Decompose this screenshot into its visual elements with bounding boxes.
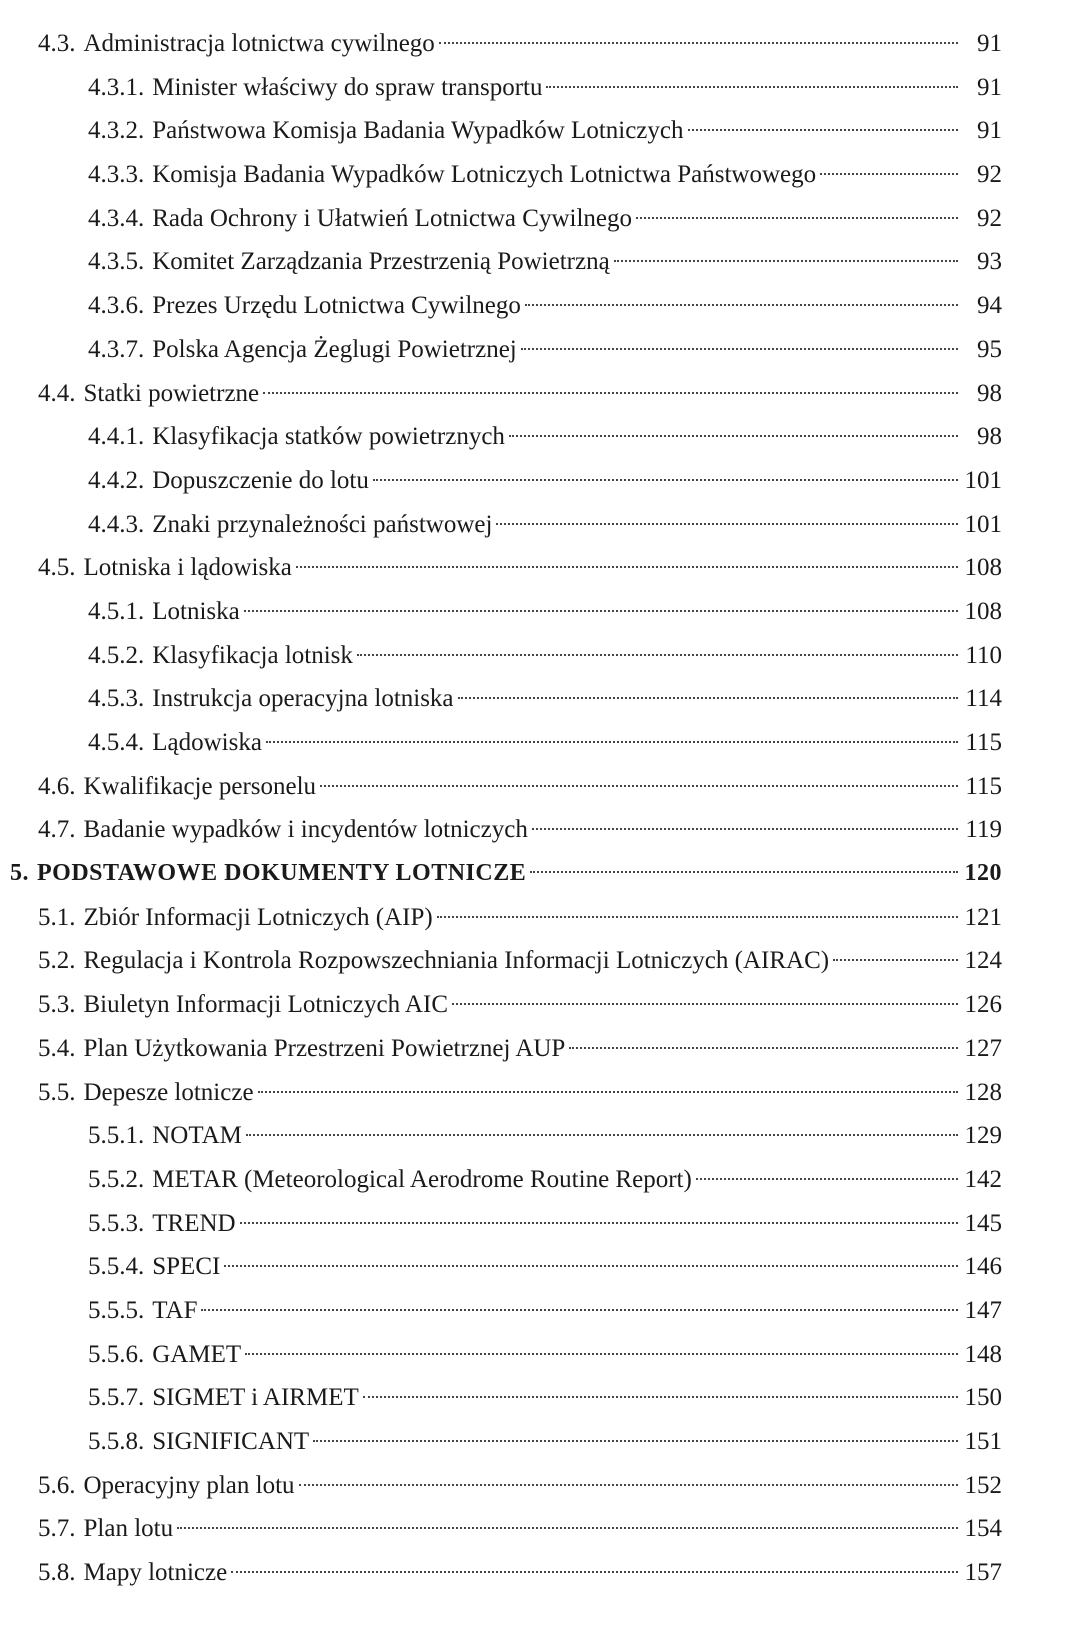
toc-entry-title: Polska Agencja Żeglugi Powietrznej bbox=[152, 335, 517, 363]
dot-leader bbox=[452, 1003, 958, 1005]
dot-leader bbox=[688, 129, 959, 131]
dot-leader bbox=[313, 1440, 958, 1442]
toc-entry-number: 4.3.1. bbox=[88, 73, 145, 101]
toc-entry-page-number: 101 bbox=[964, 510, 1002, 538]
dot-leader bbox=[201, 1309, 958, 1311]
toc-entry-title: Badanie wypadków i incydentów lotniczych bbox=[83, 816, 528, 844]
toc-entry bbox=[0, 983, 1084, 1027]
toc-entry bbox=[0, 677, 1084, 721]
toc-entry bbox=[0, 721, 1084, 765]
toc-entry bbox=[0, 240, 1084, 284]
toc-entry bbox=[0, 1202, 1084, 1246]
toc-entry-page-number: 150 bbox=[964, 1384, 1002, 1412]
toc-entry-page-number: 95 bbox=[977, 335, 1002, 363]
toc-entry bbox=[0, 1551, 1084, 1595]
toc-entry-page-number: 98 bbox=[977, 423, 1002, 451]
dot-leader bbox=[833, 959, 958, 961]
toc-entry-number: 4.4. bbox=[38, 379, 76, 407]
toc-entry bbox=[0, 22, 1084, 66]
toc-entry-page-number: 114 bbox=[965, 685, 1002, 713]
toc-entry-page-number: 142 bbox=[964, 1165, 1002, 1193]
toc-entry-number: 4.3.2. bbox=[88, 117, 145, 145]
toc-entry-title: Komitet Zarządzania Przestrzenią Powietrzną bbox=[152, 248, 610, 276]
toc-entry-number: 4.5.1. bbox=[88, 597, 145, 625]
toc-entry-page-number: 148 bbox=[964, 1340, 1002, 1368]
toc-entry-title: Instrukcja operacyjna lotniska bbox=[152, 685, 454, 713]
toc-entry-title: Klasyfikacja statków powietrznych bbox=[152, 423, 505, 451]
toc-entry-page-number: 129 bbox=[964, 1122, 1002, 1150]
dot-leader bbox=[496, 523, 958, 525]
toc-entry-page-number: 93 bbox=[977, 248, 1002, 276]
toc-entry-title: SIGMET i AIRMET bbox=[152, 1384, 359, 1412]
toc-entry-page-number: 91 bbox=[977, 117, 1002, 145]
toc-entry-title: Lotniska i lądowiska bbox=[83, 554, 292, 582]
dot-leader bbox=[569, 1047, 958, 1049]
toc-entry bbox=[0, 328, 1084, 372]
toc-entry-title: PODSTAWOWE DOKUMENTY LOTNICZE bbox=[37, 860, 527, 887]
toc-entry-page-number: 91 bbox=[977, 73, 1002, 101]
dot-leader bbox=[530, 871, 958, 873]
dot-leader bbox=[258, 1091, 958, 1093]
dot-leader bbox=[240, 1222, 958, 1224]
toc-entry-number: 5.2. bbox=[38, 947, 76, 975]
table-of-contents bbox=[0, 22, 1084, 1595]
toc-entry-title: SPECI bbox=[152, 1253, 221, 1281]
toc-entry bbox=[0, 1289, 1084, 1333]
toc-entry-title: Państwowa Komisja Badania Wypadków Lotniczych bbox=[152, 117, 684, 145]
toc-entry-page-number: 98 bbox=[977, 379, 1002, 407]
toc-entry-page-number: 128 bbox=[964, 1078, 1002, 1106]
dot-leader bbox=[177, 1527, 958, 1529]
dot-leader bbox=[373, 479, 958, 481]
toc-entry-page-number: 124 bbox=[964, 947, 1002, 975]
toc-entry bbox=[0, 852, 1084, 896]
toc-entry-number: 4.5.2. bbox=[88, 641, 145, 669]
toc-entry-title: Lądowiska bbox=[152, 729, 262, 756]
toc-entry-page-number: 120 bbox=[964, 860, 1002, 887]
toc-entry-number: 4.4.2. bbox=[88, 466, 145, 494]
toc-entry-number: 4.3.6. bbox=[88, 292, 145, 320]
toc-entry-number: 5.1. bbox=[38, 903, 76, 931]
toc-entry-number: 5. bbox=[10, 860, 29, 887]
toc-entry-number: 4.5. bbox=[38, 554, 76, 582]
toc-entry-title: Plan Użytkowania Przestrzeni Powietrznej AUP bbox=[83, 1034, 566, 1062]
dot-leader bbox=[521, 348, 958, 350]
dot-leader bbox=[266, 741, 958, 743]
toc-entry-page-number: 108 bbox=[964, 597, 1002, 625]
toc-entry bbox=[0, 1333, 1084, 1377]
toc-entry-number: 5.3. bbox=[38, 991, 76, 1019]
toc-entry-number: 4.5.3. bbox=[88, 685, 145, 713]
toc-entry-number: 4.4.3. bbox=[88, 510, 145, 538]
toc-entry-page-number: 110 bbox=[965, 641, 1002, 669]
toc-entry bbox=[0, 1071, 1084, 1115]
toc-entry-number: 4.6. bbox=[38, 772, 76, 800]
toc-entry-number: 5.8. bbox=[38, 1559, 76, 1587]
toc-entry-title: Prezes Urzędu Lotnictwa Cywilnego bbox=[152, 292, 521, 320]
toc-entry bbox=[0, 284, 1084, 328]
dot-leader bbox=[320, 785, 958, 787]
dot-leader bbox=[299, 1484, 958, 1486]
toc-entry bbox=[0, 153, 1084, 197]
toc-entry bbox=[0, 109, 1084, 153]
toc-entry-title: Komisja Badania Wypadków Lotniczych Lotnictwa Państwowego bbox=[152, 161, 817, 189]
toc-entry-title: Operacyjny plan lotu bbox=[83, 1471, 295, 1499]
toc-entry-page-number: 127 bbox=[964, 1034, 1002, 1062]
toc-entry bbox=[0, 765, 1084, 809]
toc-entry-number: 5.5.4. bbox=[88, 1253, 145, 1281]
toc-entry-title: Dopuszczenie do lotu bbox=[152, 466, 369, 494]
toc-entry-page-number: 94 bbox=[977, 292, 1002, 320]
toc-entry-number: 5.5.8. bbox=[88, 1428, 145, 1455]
toc-entry-number: 5.5.2. bbox=[88, 1165, 145, 1193]
toc-entry bbox=[0, 1114, 1084, 1158]
toc-entry-page-number: 157 bbox=[964, 1559, 1002, 1587]
toc-entry bbox=[0, 896, 1084, 940]
toc-entry bbox=[0, 546, 1084, 590]
toc-entry-page-number: 115 bbox=[965, 772, 1002, 800]
toc-entry-number: 5.5.5. bbox=[88, 1296, 145, 1324]
toc-entry-number: 4.3.3. bbox=[88, 161, 145, 189]
toc-entry-title: METAR (Meteorological Aerodrome Routine Report) bbox=[152, 1165, 692, 1193]
toc-entry-page-number: 92 bbox=[977, 204, 1002, 232]
toc-entry-title: Statki powietrzne bbox=[83, 379, 260, 407]
toc-entry-title: Minister właściwy do spraw transportu bbox=[152, 73, 543, 101]
dot-leader bbox=[246, 1134, 958, 1136]
toc-entry-page-number: 145 bbox=[964, 1209, 1002, 1237]
toc-entry-number: 5.5. bbox=[38, 1078, 76, 1106]
toc-entry bbox=[0, 415, 1084, 459]
toc-entry-number: 5.7. bbox=[38, 1515, 76, 1543]
toc-entry-page-number: 154 bbox=[964, 1515, 1002, 1543]
toc-entry bbox=[0, 939, 1084, 983]
toc-entry-title: TAF bbox=[152, 1296, 198, 1324]
toc-entry-number: 5.5.7. bbox=[88, 1384, 145, 1412]
toc-entry bbox=[0, 459, 1084, 503]
toc-entry-title: GAMET bbox=[152, 1340, 242, 1368]
toc-entry-title: Rada Ochrony i Ułatwień Lotnictwa Cywilnego bbox=[152, 204, 632, 232]
toc-entry bbox=[0, 1420, 1084, 1464]
toc-entry-number: 4.3.7. bbox=[88, 335, 145, 363]
toc-entry-title: NOTAM bbox=[152, 1122, 242, 1150]
toc-entry-number: 5.6. bbox=[38, 1471, 76, 1499]
toc-entry-title: Biuletyn Informacji Lotniczych AIC bbox=[83, 991, 448, 1019]
toc-entry-page-number: 119 bbox=[965, 816, 1002, 844]
toc-entry-title: TREND bbox=[152, 1209, 236, 1237]
toc-entry bbox=[0, 634, 1084, 678]
dot-leader bbox=[532, 828, 958, 830]
toc-entry bbox=[0, 66, 1084, 110]
toc-entry bbox=[0, 1464, 1084, 1508]
toc-entry bbox=[0, 1376, 1084, 1420]
dot-leader bbox=[439, 42, 958, 44]
toc-entry-number: 4.5.4. bbox=[88, 729, 145, 756]
toc-entry-page-number: 115 bbox=[965, 729, 1002, 756]
toc-entry-number: 5.4. bbox=[38, 1034, 76, 1062]
dot-leader bbox=[231, 1571, 958, 1573]
toc-entry-title: Depesze lotnicze bbox=[83, 1078, 254, 1106]
toc-entry bbox=[0, 1158, 1084, 1202]
dot-leader bbox=[636, 217, 958, 219]
dot-leader bbox=[458, 697, 958, 699]
dot-leader bbox=[614, 260, 958, 262]
toc-entry bbox=[0, 503, 1084, 547]
toc-entry-page-number: 151 bbox=[964, 1428, 1002, 1455]
toc-entry-page-number: 91 bbox=[977, 30, 1002, 57]
toc-entry-title: Lotniska bbox=[152, 597, 240, 625]
dot-leader bbox=[437, 916, 958, 918]
toc-entry-page-number: 101 bbox=[964, 466, 1002, 494]
toc-entry bbox=[0, 590, 1084, 634]
dot-leader bbox=[244, 610, 958, 612]
toc-entry bbox=[0, 808, 1084, 852]
dot-leader bbox=[296, 566, 958, 568]
dot-leader bbox=[509, 435, 958, 437]
toc-entry-number: 4.3. bbox=[38, 30, 76, 57]
toc-entry-number: 5.5.1. bbox=[88, 1122, 145, 1150]
toc-entry bbox=[0, 1027, 1084, 1071]
toc-entry-page-number: 108 bbox=[964, 554, 1002, 582]
toc-entry-page-number: 152 bbox=[964, 1471, 1002, 1499]
dot-leader bbox=[245, 1353, 958, 1355]
dot-leader bbox=[224, 1265, 958, 1267]
toc-entry-title: Kwalifikacje personelu bbox=[83, 772, 317, 800]
toc-entry-page-number: 92 bbox=[977, 161, 1002, 189]
dot-leader bbox=[357, 654, 958, 656]
toc-entry-number: 5.5.6. bbox=[88, 1340, 145, 1368]
dot-leader bbox=[696, 1178, 958, 1180]
toc-entry-title: Plan lotu bbox=[83, 1515, 174, 1543]
toc-entry-number: 4.7. bbox=[38, 816, 76, 844]
toc-entry-title: Klasyfikacja lotnisk bbox=[152, 641, 353, 669]
toc-entry bbox=[0, 1507, 1084, 1551]
toc-entry-title: Regulacja i Kontrola Rozpowszechniania Informacji Lotniczych (AIRAC) bbox=[83, 947, 830, 975]
dot-leader bbox=[263, 392, 958, 394]
toc-entry-title: Znaki przynależności państwowej bbox=[152, 510, 493, 538]
dot-leader bbox=[820, 173, 958, 175]
toc-entry-number: 5.5.3. bbox=[88, 1209, 145, 1237]
toc-entry-title: SIGNIFICANT bbox=[152, 1428, 310, 1455]
toc-entry bbox=[0, 372, 1084, 416]
dot-leader bbox=[546, 86, 958, 88]
dot-leader bbox=[363, 1396, 958, 1398]
toc-entry bbox=[0, 1245, 1084, 1289]
toc-entry-page-number: 126 bbox=[964, 991, 1002, 1019]
toc-entry-number: 4.3.4. bbox=[88, 204, 145, 232]
dot-leader bbox=[525, 304, 958, 306]
toc-entry-number: 4.4.1. bbox=[88, 423, 145, 451]
toc-entry-number: 4.3.5. bbox=[88, 248, 145, 276]
toc-entry-title: Zbiór Informacji Lotniczych (AIP) bbox=[83, 903, 433, 931]
toc-entry-title: Administracja lotnictwa cywilnego bbox=[83, 30, 435, 57]
toc-entry-page-number: 147 bbox=[964, 1296, 1002, 1324]
toc-entry-page-number: 146 bbox=[964, 1253, 1002, 1281]
toc-entry-title: Mapy lotnicze bbox=[83, 1559, 228, 1587]
toc-entry bbox=[0, 197, 1084, 241]
toc-entry-page-number: 121 bbox=[964, 903, 1002, 931]
